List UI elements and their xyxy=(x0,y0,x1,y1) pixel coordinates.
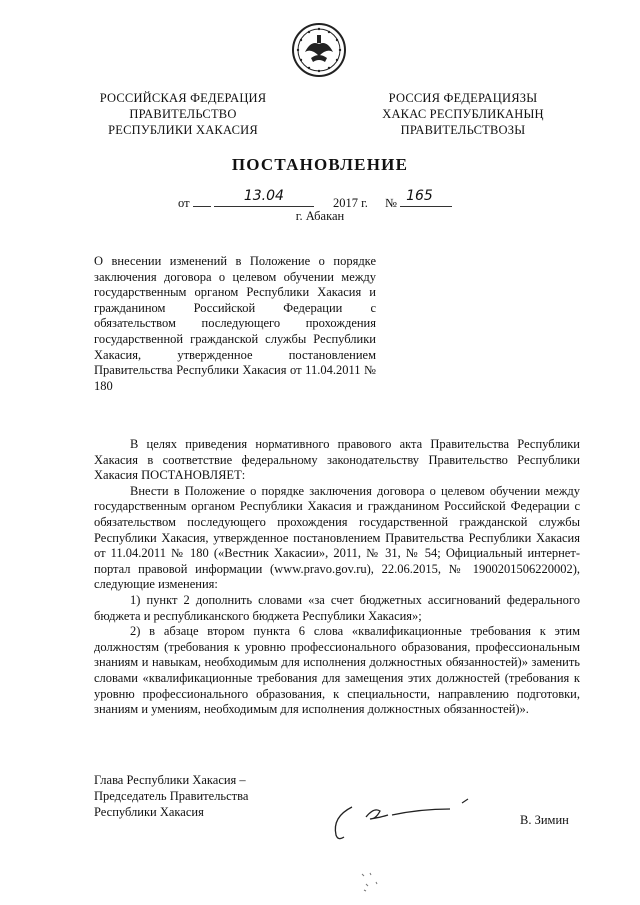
handwritten-signature xyxy=(330,795,490,845)
handwritten-date: 13.04 xyxy=(243,188,284,204)
signatory-title-line: Республики Хакасия xyxy=(94,805,204,820)
faint-stamp-mark xyxy=(356,870,386,894)
header-left-line: РЕСПУБЛИКИ ХАКАСИЯ xyxy=(108,123,258,137)
header-left-line: РОССИЙСКАЯ ФЕДЕРАЦИЯ xyxy=(99,91,267,105)
body-paragraph: Внести в Положение о порядке заключения договора о целевом обучении между государственным органом Республики Хакасия и гражданином Российской Федерации с обязательством последующего прохождения государственной гражданской службы Республики Хакасия, утвержденное постановлением Правительства Республики Хакасия от 11.04.2011 № 180 («Вестник Хакасии», 2011, № 31, № 54; Официальный интернет-портал правовой информации (www.pravo.gov.ru), 22.06.2015, № 1900201506220002), следующие изменения: xyxy=(94,483,580,592)
body-paragraph: 1) пункт 2 дополнить словами «за счет бюджетных ассигнований федерального бюджета и республиканского бюджета Республики Хакасия»; xyxy=(94,592,580,623)
body-paragraph: В целях приведения нормативного правового акта Правительства Республики Хакасия в соответствие федеральному законодательству Правительство Республики Хакасия ПОСТАНОВЛЯЕТ: xyxy=(94,437,580,483)
year-text: 2017 г. xyxy=(332,196,368,210)
city-line: г. Абакан xyxy=(295,209,345,223)
header-right-line: РОССИЯ ФЕДЕРАЦИЯЗЫ xyxy=(388,91,538,105)
header-left-line: ПРАВИТЕЛЬСТВО xyxy=(129,107,237,121)
handwritten-number: 165 xyxy=(406,188,433,204)
header-right-line: ПРАВИТЕЛЬСТВОЗЫ xyxy=(400,123,526,137)
header-right-line: ХАКАС РЕСПУБЛИКАНЫҢ xyxy=(382,107,544,121)
number-sign: № xyxy=(385,196,397,210)
signatory-title-line: Глава Республики Хакасия – xyxy=(94,773,246,787)
coat-of-arms-emblem xyxy=(291,22,347,78)
signatory-title-line: Председатель Правительства xyxy=(94,789,249,804)
header-left-block xyxy=(90,90,276,138)
body-text xyxy=(94,437,580,718)
header-right-block xyxy=(367,90,559,138)
date-field xyxy=(214,188,314,207)
date-prefix: от xyxy=(178,196,190,210)
signatory-name: В. Зимин xyxy=(520,813,569,827)
blank-line xyxy=(193,194,211,207)
number-field xyxy=(400,188,452,207)
subject-block: О внесении изменений в Положение о порядке заключения договора о целевом обучении между государственным органом Республики Хакасия и гражданином Российской Федерации с обязательством последующего прохождения государственной гражданской службы Республики Хакасия, утвержденное постановлением Правительства Республики Хакасия от 11.04.2011 № 180 xyxy=(94,254,376,393)
body-paragraph: 2) в абзаце втором пункта 6 слова «квалификационные требования к этим должностям (требования к уровню профессионального образования, профессиональным знаниям и навыкам, необходимым для исполнения должностных обязанностей)» заменить словами «квалификационные требования для замещения этих должностей (требования к уровню профессионального образования, к специальности, направлению подготовки, знаниям и умениям, необходимым для исполнения должностных обязанностей)». xyxy=(94,624,580,717)
document-title: ПОСТАНОВЛЕНИЕ xyxy=(231,155,409,174)
signatory-title-block xyxy=(94,772,314,821)
